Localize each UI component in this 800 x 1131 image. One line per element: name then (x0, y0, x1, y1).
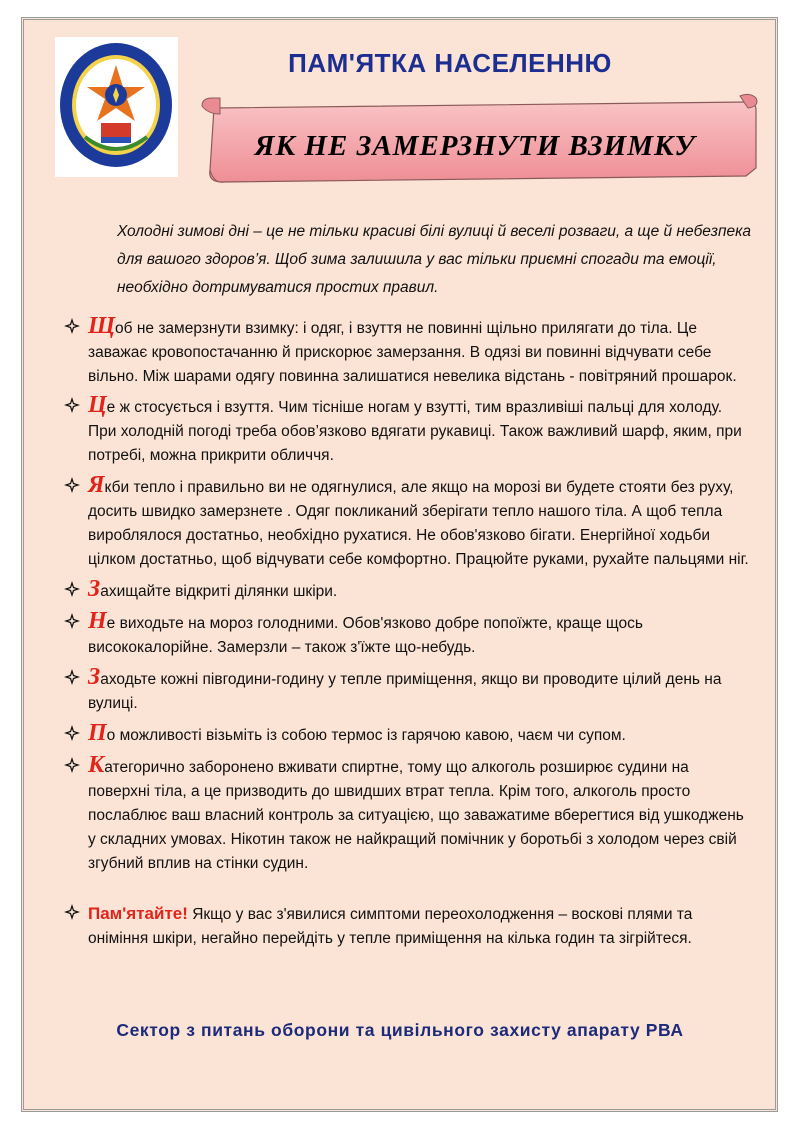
intro-paragraph: Холодні зимові дні – це не тільки красиві білі вулиці й веселі розваги, а ще й небезпека для вашого здоров’я. Щоб зима залишила у вас тільки приємні спогади та емоції, необхідно дотримуватися простих правил. (117, 223, 752, 296)
diamond-bullet-icon (64, 397, 80, 413)
item-text: аходьте кожні півгодини-годину у тепле приміщення, якщо ви проводите цілий день на вулиці. (88, 671, 722, 712)
drop-cap: Я (88, 472, 105, 498)
item-text: кби тепло і правильно ви не одягнулися, але якщо на морозі ви будете стояти без руху, досить швидко замерзнете . Одяг покликаний зберігати тепло нашого тіла. А щоб тепла вироблялося достатньо, необхідно рухатися. Не обов'язково бігати. Енергійної ходьби цілком достатньо, щоб відчувати себе комфортно. Працюйте руками, рухайте пальцями ніг. (88, 479, 749, 568)
drop-cap: Н (88, 608, 107, 634)
civil-protection-emblem-logo (55, 37, 178, 177)
list-item (64, 313, 754, 389)
list-item (64, 720, 754, 748)
diamond-bullet-icon (64, 725, 80, 741)
item-text: ахищайте відкриті ділянки шкіри. (100, 583, 338, 600)
list-item (64, 472, 754, 572)
diamond-bullet-icon (64, 581, 80, 597)
diamond-bullet-icon (64, 477, 80, 493)
item-text: е виходьте на мороз голодними. Обов'язково добре попоїжте, краще щось висококалорійне. Замерзли – також з'їжте що-небудь. (88, 615, 643, 656)
item-text: о можливості візьміть із собою термос із гарячою кавою, чаєм чи супом. (106, 727, 626, 744)
drop-cap: З (88, 664, 101, 690)
drop-cap: К (88, 752, 105, 778)
footer-signature: Сектор з питань оборони та цивільного захисту апарату РВА (116, 1020, 684, 1040)
banner-title: ЯК НЕ ЗАМЕРЗНУТИ ВЗИМКУ (254, 130, 696, 162)
item-text: об не замерзнути взимку: і одяг, і взуття не повинні щільно прилягати до тіла. Це заважає кровопостачанню й прискорює замерзання. В одязі ви повинні відчувати себе вільно. Між шарами одягу повинна залишатися невелика відстань - повітряний прошарок. (88, 320, 737, 385)
list-item (64, 576, 754, 604)
remember-text: Якщо у вас з'явилися симптоми переохолодження – воскові плями та оніміння шкіри, негайно перейдіть у тепле приміщення на кілька годин та зігрійтеся. (88, 906, 693, 947)
diamond-bullet-icon (64, 904, 80, 920)
tips-list (64, 313, 754, 951)
remember-label: Пам'ятайте! (88, 904, 188, 923)
diamond-bullet-icon (64, 669, 80, 685)
diamond-bullet-icon (64, 318, 80, 334)
list-item (64, 392, 754, 468)
remember-note (64, 902, 754, 951)
list-item (64, 608, 754, 660)
diamond-bullet-icon (64, 613, 80, 629)
drop-cap: Щ (88, 313, 116, 339)
drop-cap: Ц (88, 392, 107, 418)
page-title: ПАМ'ЯТКА НАСЕЛЕННЮ (288, 48, 612, 78)
item-text: атегорично заборонено вживати спиртне, тому що алкоголь розширює судини на поверхні тіла, а це призводить до швидших втрат тепла. Крім того, алкоголь просто послаблює ваш власний контроль за ситуацією, що заважатиме вберегтися від ушкоджень у складних умовах. Нікотин також не найкращий помічник у боротьбі з холодом через свій згубний вплив на стінки судин. (88, 759, 744, 872)
drop-cap: П (88, 720, 107, 746)
drop-cap: З (88, 576, 101, 602)
diamond-bullet-icon (64, 757, 80, 773)
item-text: е ж стосується і взуття. Чим тісніше ногам у взутті, тим вразливіші пальці для холоду. При холодній погоді треба обов’язково вдягати рукавиці. Також важливий шарф, яким, при потребі, можна прикрити обличчя. (88, 399, 742, 464)
list-item (64, 664, 754, 716)
list-item (64, 752, 754, 876)
